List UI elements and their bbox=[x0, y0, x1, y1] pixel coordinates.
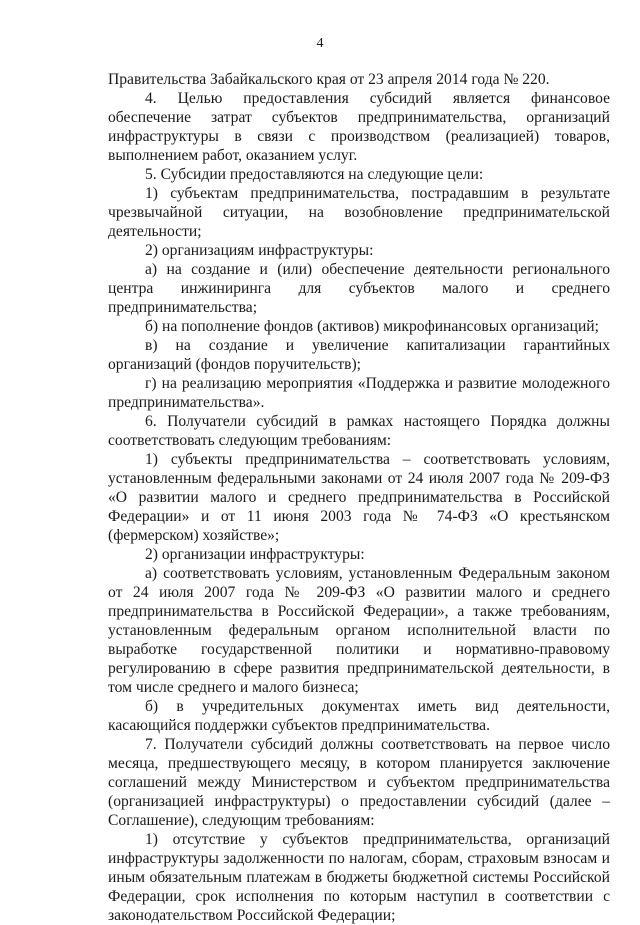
paragraph-item-5-2-g: г) на реализацию мероприятия «Поддержка и развитие молодежного предпринимательства». bbox=[108, 375, 610, 411]
page-number: 4 bbox=[316, 36, 324, 51]
paragraph-item-5-2-v: в) на создание и увеличение капитализации гарантийных организаций (фондов поручительств); bbox=[108, 337, 610, 373]
paragraph-item-6-2: 2) организации инфраструктуры: bbox=[145, 546, 365, 563]
paragraph-item-5-2: 2) организациям инфраструктуры: bbox=[145, 242, 374, 259]
paragraph-item-5-2-a: а) на создание и (или) обеспечение деятельности регионального центра инжиниринга для субъектов малого и среднего предпринимательства; bbox=[108, 261, 610, 316]
paragraph-item-6-2-b: б) в учредительных документах иметь вид деятельности, касающийся поддержки субъектов предпринимательства. bbox=[108, 698, 610, 734]
document-body bbox=[108, 70, 610, 925]
paragraph-item-5-2-b: б) на пополнение фондов (активов) микрофинансовых организаций; bbox=[145, 318, 599, 335]
paragraph-item-7: 7. Получатели субсидий должны соответствовать на первое число месяца, предшествующего месяцу, в котором планируется заключение соглашений между Министерством и субъектом предпринимательства (организацией инфраструктуры) о предоставлении субсидий (далее – Соглашение), следующим требованиям: bbox=[108, 736, 610, 829]
paragraph-item-6-2-a: а) соответствовать условиям, установленным Федеральным законом от 24 июля 2007 года № 209-ФЗ «О развитии малого и среднего предпринимательства в Российской Федерации», а также требованиям, установленным федеральным органом исполнительной власти по выработке государственной политики и нормативно-правовому регулированию в сфере развития предпринимательской деятельности, в том числе среднего и малого бизнеса; bbox=[108, 565, 610, 696]
paragraph-item-5-1: 1) субъектам предпринимательства, пострадавшим в результате чрезвычайной ситуации, на возобновление предпринимательской деятельности; bbox=[108, 185, 610, 240]
paragraph-item-5: 5. Субсидии предоставляются на следующие цели: bbox=[145, 166, 484, 183]
paragraph-item-6: 6. Получатели субсидий в рамках настоящего Порядка должны соответствовать следующим требованиям: bbox=[108, 413, 610, 449]
paragraph-item-7-1: 1) отсутствие у субъектов предпринимательства, организаций инфраструктуры задолженности по налогам, сборам, страховым взносам и иным обязательным платежам в бюджеты бюджетной системы Российской Федерации, срок исполнения по которым наступил в соответствии с законодательством Российской Федерации; bbox=[108, 831, 610, 924]
paragraph-item-4: 4. Целью предоставления субсидий является финансовое обеспечение затрат субъектов предпринимательства, организаций инфраструктуры в связи с производством (реализацией) товаров, выполнением работ, оказанием услуг. bbox=[108, 90, 610, 164]
paragraph: Правительства Забайкальского края от 23 апреля 2014 года № 220. bbox=[108, 71, 550, 88]
paragraph-item-6-1: 1) субъекты предпринимательства – соответствовать условиям, установленным федеральными законами от 24 июля 2007 года № 209-ФЗ «О развитии малого и среднего предпринимательства в Российской Федерации» и от 11 июня 2003 года № 74-ФЗ «О крестьянском (фермерском) хозяйстве»; bbox=[108, 451, 610, 544]
